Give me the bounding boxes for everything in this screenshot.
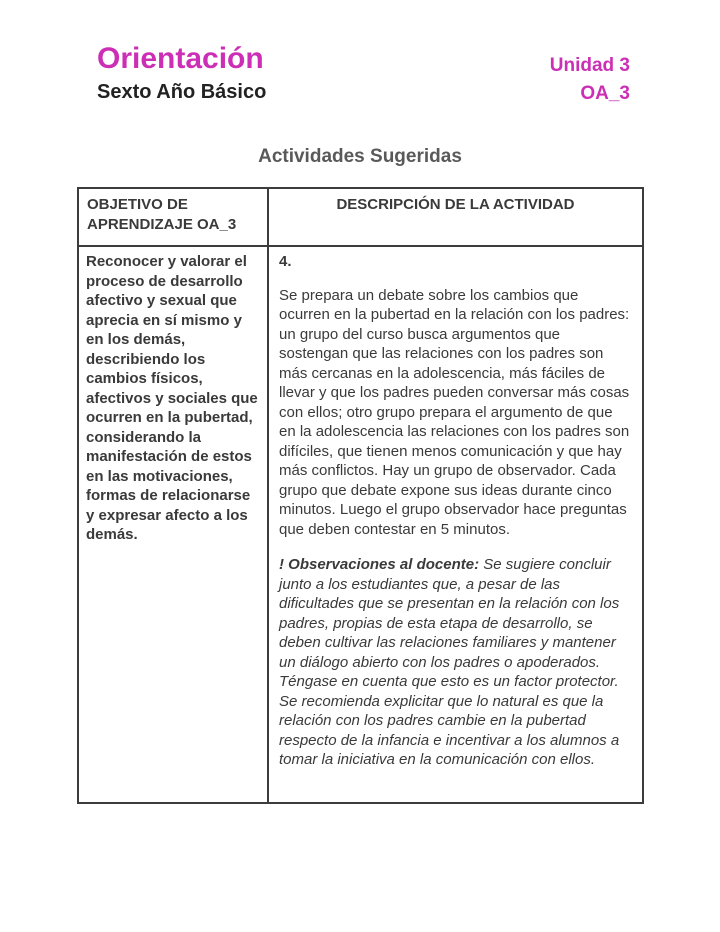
section-title: Actividades Sugeridas [258, 146, 462, 167]
activities-table [77, 187, 644, 804]
col-header-objective: OBJETIVO DE APRENDIZAJE OA_3 [78, 188, 268, 246]
table-body-row [78, 246, 643, 803]
header-left [97, 42, 266, 105]
activity-description: Se prepara un debate sobre los cambios que ocurren en la pubertad en la relación con los padres: un grupo del curso busca argumentos que sostengan que las relaciones con los padres son más cercanas en la adolescencia, más fáciles de llevar y que los padres pueden conversar más cosas con ellos; otro grupo prepara el argumento de que en la adolescencia las relaciones con los padres son difíciles, que tienen menos comunicación y que hay más conflictos. Hay un grupo de observador. Cada grupo que debate expone sus ideas durante cinco minutos. Luego el grupo observador hace preguntas que deben contestar en 5 minutos. [279, 286, 630, 538]
oa-label: OA_3 [580, 83, 630, 104]
activity-number: 4. [279, 253, 292, 270]
doc-subtitle: Sexto Año Básico [97, 81, 267, 103]
doc-title: Orientación [97, 42, 264, 75]
col-header-description: DESCRIPCIÓN DE LA ACTIVIDAD [268, 188, 643, 246]
unit-label: Unidad 3 [549, 55, 630, 76]
activity-cell [268, 246, 643, 803]
table-header-row [78, 188, 643, 246]
note-text: Se sugiere concluir junto a los estudiantes que, a pesar de las dificultades que se presentan en la relación con los padres, propias de esta etapa de desarrollo, se deben cultivar las relaciones familiares y mantener un diálogo abierto con los padres o apoderados. Téngase en cuenta que esto es un factor protector. Se recomienda explicitar que lo natural es que la relación con los padres cambie en la pubertad respecto de la infancia e incentivar a los alumnos a tomar la iniciativa en la comunicación con ellos. [279, 556, 620, 768]
teacher-note [279, 555, 632, 770]
document-header [97, 42, 630, 108]
objective-cell: Reconocer y valorar el proceso de desarrollo afectivo y sexual que aprecia en sí mismo y en los demás, describiendo los cambios físicos, afectivos y sociales que ocurren en la pubertad, considerando la manifestación de estos en las motivaciones, formas de relacionarse y expresar afecto a los demás. [78, 246, 268, 803]
note-label: ! Observaciones al docente: [279, 556, 480, 573]
header-right [550, 42, 630, 108]
